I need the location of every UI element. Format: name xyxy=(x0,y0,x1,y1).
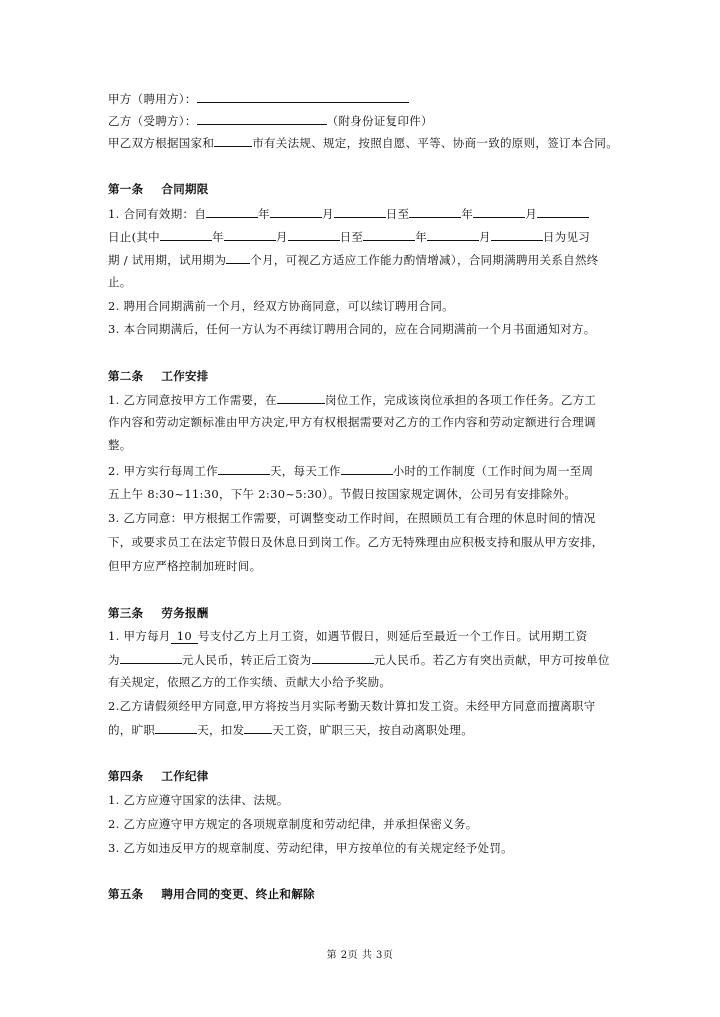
article4-number: 第四条 xyxy=(108,769,144,783)
article5-number: 第五条 xyxy=(108,887,144,901)
trial-end-month-blank[interactable] xyxy=(427,228,479,241)
work-hours-blank[interactable] xyxy=(341,462,393,475)
text: 小时的工作制度（工作时间为周一至周 xyxy=(392,464,594,478)
party-a-blank[interactable] xyxy=(197,90,409,103)
article5-title: 聘用合同的变更、终止和解除 xyxy=(161,887,315,901)
article3-p2-line1: 2.乙方请假须经甲方同意,甲方将按当月实际考勤天数计算扣发工资。未经甲方同意而擅离职守 xyxy=(108,699,596,713)
article2-p1-line3: 整。 xyxy=(108,438,132,452)
article3-p1-line2 xyxy=(108,651,620,668)
text: 期 / 试用期，试用期为 xyxy=(108,253,227,267)
end-day-blank[interactable] xyxy=(537,205,589,218)
intro-text-a: 甲乙双方根据国家和 xyxy=(108,136,215,150)
text: 月 xyxy=(321,207,334,221)
article1-heading xyxy=(108,181,620,197)
trial-start-month-blank[interactable] xyxy=(224,228,276,241)
article1-p1-line4: 止。 xyxy=(108,275,132,289)
article2-p3-line2: 下，或要求员工在法定节假日及休息日到岗工作。乙方无特殊理由应积极支持和服从甲方安排， xyxy=(108,535,604,549)
text: 月 xyxy=(479,230,491,244)
trial-end-year-blank[interactable] xyxy=(363,228,415,241)
trial-end-day-blank[interactable] xyxy=(491,228,543,241)
party-b-note: （附身份证复印件） xyxy=(326,114,433,128)
text: 元人民币。若乙方有突出贡献，甲方可按单位 xyxy=(373,653,610,667)
intro-text-b: 市有关法规、规定，按照自愿、平等、协商一致的原则，签订本合同。 xyxy=(252,136,618,150)
article3-title: 劳务报酬 xyxy=(161,606,209,620)
article3-p1-line3: 有关规定，依照乙方的工作实绩、贡献大小给予奖励。 xyxy=(108,675,392,689)
text: 为 xyxy=(108,653,120,667)
start-day-blank[interactable] xyxy=(334,205,386,218)
text: 日至 xyxy=(385,207,410,221)
text: 元人民币，转正后工资为 xyxy=(181,653,312,667)
text: 1. 合同有效期：自 xyxy=(108,207,207,221)
article2-p1-line2: 作内容和劳动定额标准由甲方决定,甲方有权根据需要对乙方的工作内容和劳动定额进行合理调 xyxy=(108,415,596,429)
article4-p2: 2. 乙方应遵守甲方规定的各项规章制度和劳动纪律，并承担保密义务。 xyxy=(108,817,478,831)
party-a-label: 甲方（聘用方）： xyxy=(108,92,197,106)
text: 月 xyxy=(275,230,288,244)
text: 日至 xyxy=(339,230,364,244)
article1-number: 第一条 xyxy=(108,182,144,196)
work-days-blank[interactable] xyxy=(218,462,270,475)
text: 岗位工作，完成该岗位承担的各项工作任务。乙方工 xyxy=(324,393,597,407)
text: 天，扣发 xyxy=(197,723,245,737)
article4-heading xyxy=(108,768,620,784)
article2-p3-line1: 3. 乙方同意：甲方根据工作需要，可调整变动工作时间，在照顾员工有合理的休息时间的情况 xyxy=(108,511,596,525)
article2-p1-line1 xyxy=(108,391,620,408)
article1-title: 合同期限 xyxy=(161,182,209,196)
text: 年 xyxy=(415,230,428,244)
article4-p3: 3. 乙方如违反甲方的规章制度、劳动纪律，甲方按单位的有关规定经予处罚。 xyxy=(108,841,513,855)
trial-start-day-blank[interactable] xyxy=(288,228,340,241)
intro-line xyxy=(108,134,620,151)
city-blank[interactable] xyxy=(214,134,252,147)
article3-heading xyxy=(108,605,620,621)
page-number: 第 2页 共 3页 xyxy=(326,950,394,961)
article2-p3-line3: 但甲方应严格控制加班时间。 xyxy=(108,559,262,573)
party-b-line xyxy=(108,112,620,129)
end-month-blank[interactable] xyxy=(473,205,525,218)
text: 日为见习 xyxy=(542,230,591,244)
text: 天，每天工作 xyxy=(269,464,341,478)
text: 日止(其中 xyxy=(108,230,160,244)
start-month-blank[interactable] xyxy=(270,205,322,218)
position-blank[interactable] xyxy=(277,391,325,404)
absence-days-blank[interactable] xyxy=(155,721,197,734)
article3-p1-line1 xyxy=(108,628,620,644)
text: 的，旷职 xyxy=(108,723,156,737)
article2-title: 工作安排 xyxy=(161,369,209,383)
article1-p1-line1 xyxy=(108,205,620,222)
regular-salary-blank[interactable] xyxy=(312,651,374,664)
article3-number: 第三条 xyxy=(108,606,144,620)
pay-day-value[interactable]: 10 xyxy=(171,629,198,644)
article1-p1-line3 xyxy=(108,251,620,268)
article2-p2-line2: 五上午 8:30~11:30，下午 2:30~5:30）。节假日按国家规定调休，公司另有安排除外。 xyxy=(108,487,577,501)
party-b-blank[interactable] xyxy=(197,112,327,125)
article5-heading xyxy=(108,886,620,902)
article3-p2-line2 xyxy=(108,721,620,738)
text: 号支付乙方上月工资，如遇节假日，则延后至最近一个工作日。试用期工资 xyxy=(197,629,588,643)
text: 月 xyxy=(525,207,537,221)
article2-heading xyxy=(108,368,620,384)
text: 年 xyxy=(258,207,270,221)
text: 2. 甲方实行每周工作 xyxy=(108,464,218,478)
text: 年 xyxy=(461,207,474,221)
text: 年 xyxy=(212,230,224,244)
trial-start-year-blank[interactable] xyxy=(160,228,212,241)
article2-p2-line1 xyxy=(108,462,620,479)
deduct-days-blank[interactable] xyxy=(244,721,272,734)
trial-months-blank[interactable] xyxy=(226,251,250,264)
text: 1. 乙方同意按甲方工作需要，在 xyxy=(108,393,277,407)
article2-number: 第二条 xyxy=(108,369,144,383)
article1-p2: 2. 聘用合同期满前一个月，经双方协商同意，可以续订聘用合同。 xyxy=(108,299,454,313)
article4-p1: 1. 乙方应遵守国家的法律、法规。 xyxy=(108,793,289,807)
start-year-blank[interactable] xyxy=(206,205,258,218)
article1-p3: 3. 本合同期满后，任何一方认为不再续订聘用合同的，应在合同期满前一个月书面通知对方。 xyxy=(108,322,596,336)
party-b-label: 乙方（受聘方）： xyxy=(108,114,197,128)
trial-salary-blank[interactable] xyxy=(120,651,182,664)
text: 天工资，旷职三天，按自动离职处理。 xyxy=(272,723,474,737)
text: 1. 甲方每月 xyxy=(108,629,171,643)
text: 个月，可视乙方适应工作能力酌情增减），合同期满聘用关系自然终 xyxy=(250,253,599,267)
party-a-line xyxy=(108,90,620,107)
article4-title: 工作纪律 xyxy=(161,769,209,783)
article1-p1-line2 xyxy=(108,228,620,245)
end-year-blank[interactable] xyxy=(409,205,461,218)
